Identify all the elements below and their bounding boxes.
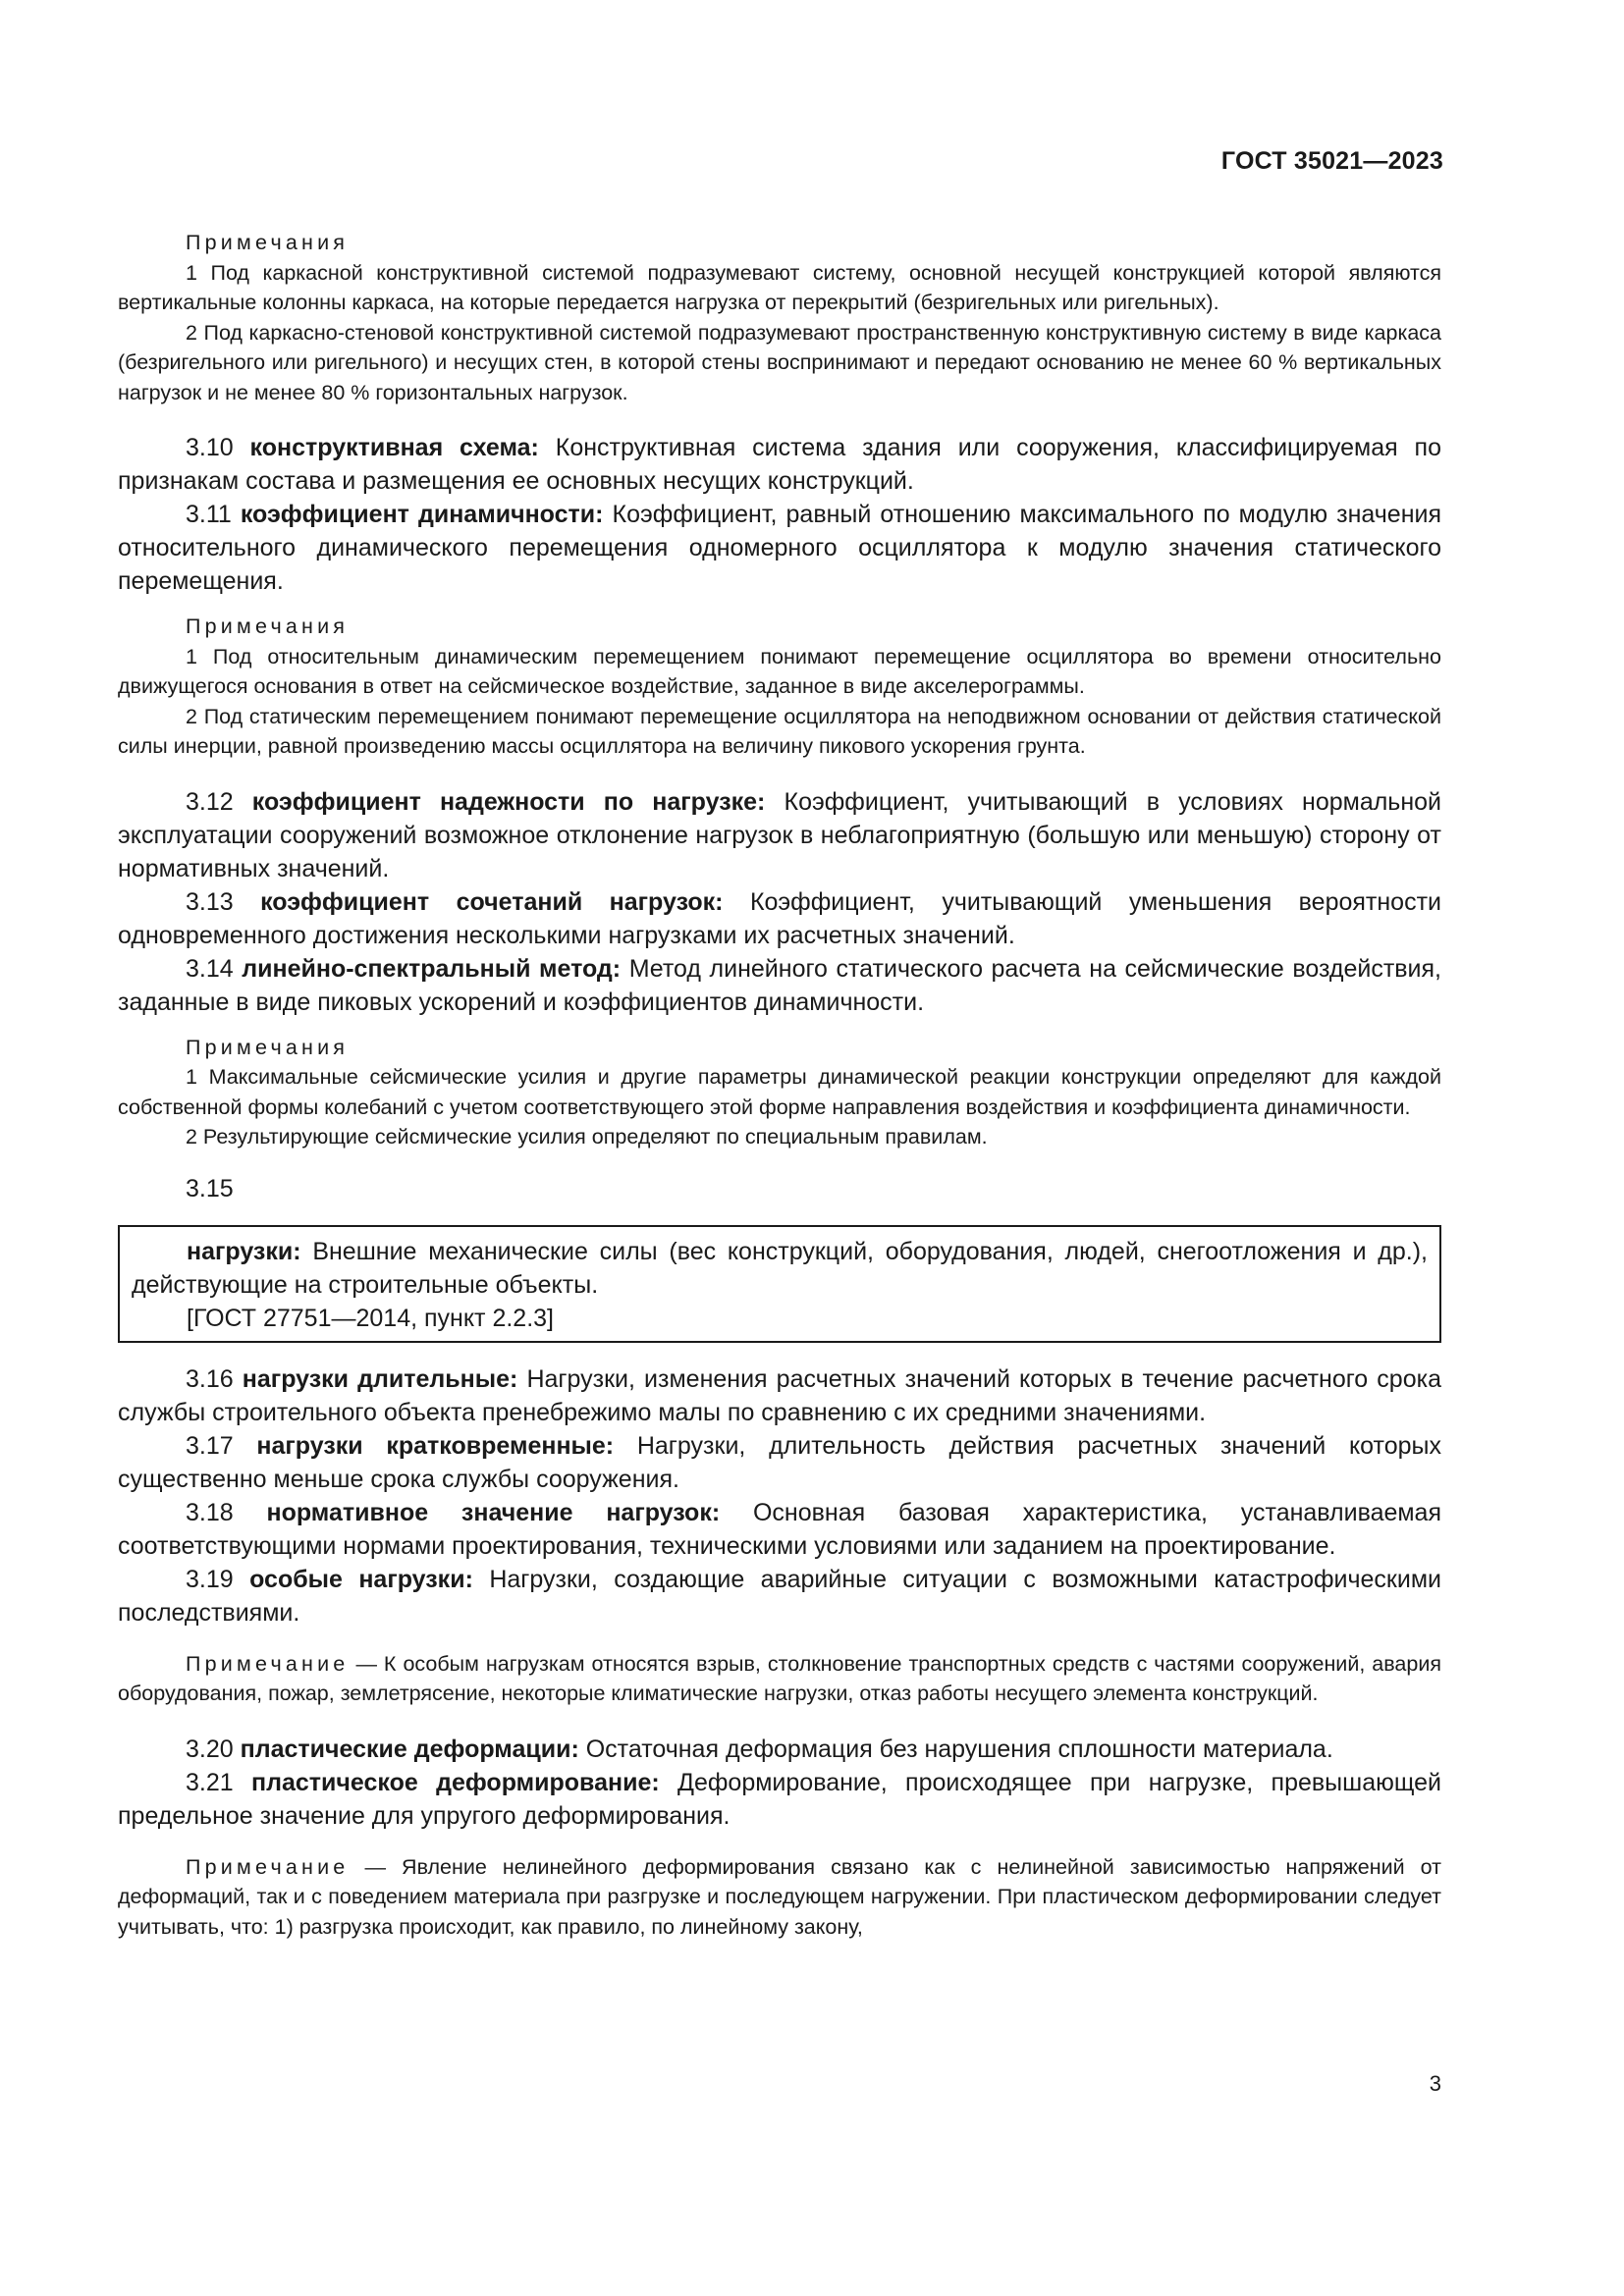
term-name: нагрузки кратковременные:	[256, 1431, 615, 1460]
note-label: Примечание	[186, 1854, 350, 1879]
document-body	[118, 228, 1441, 1942]
source-reference: [ГОСТ 27751—2014, пункт 2.2.3]	[187, 1304, 554, 1332]
notes-title: Примечания	[186, 1035, 350, 1059]
term-definition: Внешние механические силы (вес конструкций, оборудования, людей, снегоотложения и др.), действующие на строительные объекты.	[132, 1237, 1428, 1299]
note-item	[118, 1852, 1441, 1943]
term-entry-3-16	[118, 1362, 1441, 1429]
note-item: 1 Максимальные сейсмические усилия и другие параметры динамической реакции конструкции определяют для каждой собственной формы колебаний с учетом соответствующего этой форме направления воздействия и коэффициента динамичности.	[118, 1065, 1441, 1119]
note-item: 1 Под каркасной конструктивной системой подразумевают систему, основной несущей конструкцией которой являются вертикальные колонны каркаса, на которые передается нагрузка от перекрытий (безригельных или ригельных).	[118, 260, 1441, 314]
notes-block-3	[118, 1033, 1441, 1152]
term-name: коэффициент надежности по нагрузке:	[251, 787, 766, 816]
note-text: — Явление нелинейного деформирования связано как с нелинейной зависимостью напряжений от деформаций, так и с поведением материала при разгрузке и последующем нагружении. При пластическом деформировании следует учитывать, что: 1) разгрузка происходит, как правило, по линейному закону,	[118, 1854, 1441, 1939]
term-entry-3-18	[118, 1496, 1441, 1563]
term-definition: Коэффициент, равный отношению максимального по модулю значения относительного динамического перемещения одномерного осциллятора к модулю значения статического перемещения.	[118, 501, 1442, 595]
term-entry-3-20	[118, 1733, 1441, 1766]
term-definition: Нагрузки, создающие аварийные ситуации с возможными катастрофическими последствиями.	[118, 1565, 1441, 1627]
term-entry-3-19	[118, 1563, 1441, 1629]
note-item: 1 Под относительным динамическим перемещением понимают перемещение осциллятора во времени относительно движущегося основания в ответ на сейсмическое воздействие, заданное в виде акселерограммы.	[118, 644, 1441, 698]
term-definition: Деформирование, происходящее при нагрузке, превышающей предельное значение для упругого деформирования.	[118, 1768, 1442, 1830]
notes-block-2	[118, 612, 1441, 762]
term-name: особые нагрузки:	[249, 1565, 473, 1593]
term-entry-3-12	[118, 785, 1441, 885]
notes-title: Примечания	[186, 614, 350, 638]
term-entry-3-14	[118, 952, 1441, 1019]
note-block-5	[118, 1852, 1441, 1943]
term-name: пластическое деформирование:	[251, 1768, 660, 1796]
term-number: 3.16	[186, 1364, 234, 1393]
term-number: 3.18	[186, 1498, 234, 1526]
term-definition: Основная базовая характеристика, устанавливаемая соответствующими нормами проектирования, техническими условиями или заданием на проектирование.	[118, 1498, 1442, 1560]
term-name: пластические деформации:	[240, 1735, 579, 1763]
term-name: нагрузки:	[187, 1237, 301, 1265]
term-name: коэффициент динамичности:	[240, 501, 604, 528]
term-number: 3.19	[186, 1565, 234, 1593]
term-definition: Коэффициент, учитывающий уменьшения вероятности одновременного достижения несколькими нагрузками их расчетных значений.	[118, 887, 1441, 949]
notes-title: Примечания	[186, 231, 350, 254]
term-number: 3.21	[186, 1768, 234, 1796]
term-number: 3.14	[186, 954, 234, 983]
term-name: нагрузки длительные:	[242, 1364, 518, 1393]
term-definition: Нагрузки, изменения расчетных значений которых в течение расчетного срока службы строительного объекта пренебрежимо малы по сравнению с их средними значениями.	[118, 1364, 1442, 1426]
term-entry-3-13	[118, 885, 1441, 952]
term-number: 3.10	[186, 434, 234, 461]
term-entry-3-15	[132, 1235, 1428, 1302]
note-label: Примечание	[186, 1651, 350, 1676]
term-number: 3.20	[186, 1735, 234, 1763]
document-code-header: ГОСТ 35021—2023	[1220, 147, 1443, 175]
term-number: 3.11	[186, 501, 232, 528]
term-definition: Конструктивная система здания или сооружения, классифицируемая по признакам состава и размещения ее основных несущих конструкций.	[118, 434, 1441, 495]
term-entry-3-21	[118, 1766, 1441, 1833]
note-block-4	[118, 1649, 1441, 1709]
quoted-term-box	[118, 1225, 1441, 1343]
term-definition: Метод линейного статического расчета на сейсмические воздействия, заданные в виде пиковых ускорений и коэффициентов динамичности.	[118, 954, 1442, 1016]
term-definition: Нагрузки, длительность действия расчетных значений которых существенно меньше срока службы сооружения.	[118, 1431, 1441, 1493]
term-entry-3-17	[118, 1429, 1441, 1496]
note-text: — К особым нагрузкам относятся взрыв, столкновение транспортных средств с частями сооружений, авария оборудования, пожар, землетрясение, некоторые климатические нагрузки, отказ работы несущего элемента конструкций.	[118, 1651, 1441, 1705]
term-number: 3.13	[186, 887, 234, 916]
term-number: 3.12	[186, 787, 234, 816]
term-entry-3-15-number: 3.15	[186, 1174, 234, 1202]
note-item: 2 Под статическим перемещением понимают перемещение осциллятора на неподвижном основании от действия статической силы инерции, равной произведению массы осциллятора на величину пикового ускорения грунта.	[118, 704, 1441, 758]
notes-block-1	[118, 228, 1441, 407]
term-name: коэффициент сочетаний нагрузок:	[260, 887, 724, 916]
note-item: 2 Результирующие сейсмические усилия определяют по специальным правилам.	[186, 1125, 988, 1148]
term-name: конструктивная схема:	[249, 434, 539, 461]
term-name: линейно-спектральный метод:	[242, 954, 622, 983]
term-name: нормативное значение нагрузок:	[266, 1498, 721, 1526]
term-definition: Остаточная деформация без нарушения сплошности материала.	[585, 1735, 1333, 1763]
term-entry-3-10	[118, 431, 1441, 498]
page-number: 3	[1429, 2071, 1441, 2096]
term-number: 3.17	[186, 1431, 234, 1460]
note-item	[118, 1649, 1441, 1709]
term-entry-3-11	[118, 498, 1441, 598]
term-definition: Коэффициент, учитывающий в условиях нормальной эксплуатации сооружений возможное отклонение нагрузок в неблагоприятную (большую или меньшую) сторону от нормативных значений.	[118, 787, 1442, 882]
note-item: 2 Под каркасно-стеновой конструктивной системой подразумевают пространственную конструктивную систему в виде каркаса (безригельного или ригельного) и несущих стен, в которой стены воспринимают и передают основанию не менее 60 % вертикальных нагрузок и не менее 80 % горизонтальных нагрузок.	[118, 320, 1441, 404]
